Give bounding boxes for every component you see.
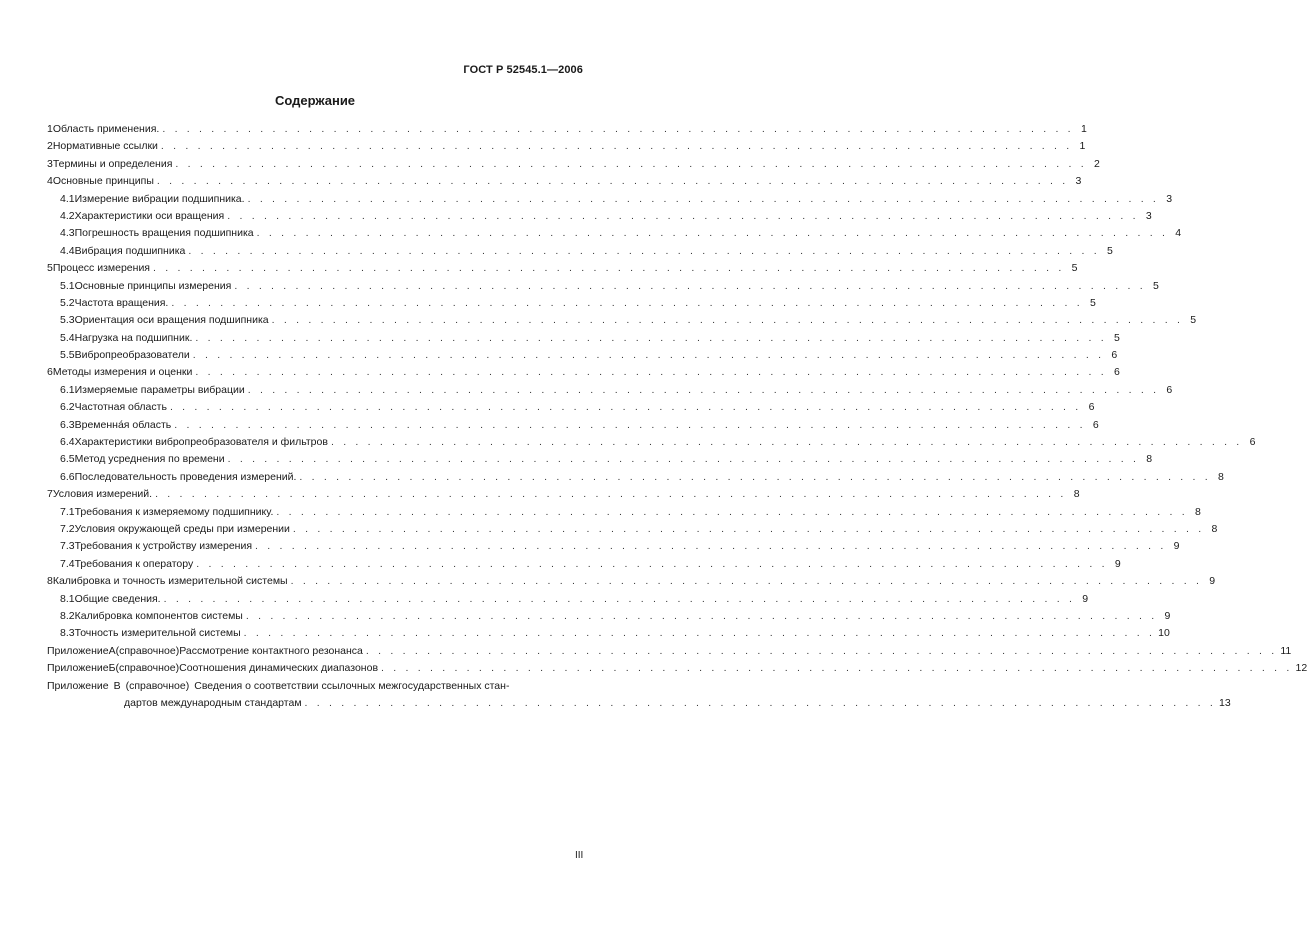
dot-leader: . . . . . . . . . . . . . . . . . . . . . . . . . . . . . . . . . . . . . . . . . . . . . . . . . . . . . . . . . . . . . . . . . . . . . . . . . . . bbox=[227, 209, 1139, 222]
toc-entry-label: Вибропреобразователи bbox=[74, 349, 190, 362]
toc-entry-number: 5.1 bbox=[60, 279, 75, 292]
toc-entry-number: 6.1 bbox=[60, 383, 75, 396]
toc-entry-page: 9 bbox=[1082, 592, 1089, 605]
toc-entry-label: Требования к оператору bbox=[74, 557, 194, 570]
toc-entry-label: Погрешность вращения подшипника bbox=[74, 227, 254, 240]
toc-entry-number: 6.4 bbox=[60, 436, 75, 449]
toc-entry-page: 6 bbox=[1166, 383, 1173, 396]
toc-entry-label: Нормативные ссылки bbox=[52, 140, 158, 153]
dot-leader: . . . . . . . . . . . . . . . . . . . . . . . . . . . . . . . . . . . . . . . . . . . . . . . . . . . . . . . . . . . . . . . . . . . . . . . . . . . bbox=[234, 279, 1146, 292]
dot-leader: . . . . . . . . . . . . . . . . . . . . . . . . . . . . . . . . . . . . . . . . . . . . . . . . . . . . . . . . . . . . . . . . . . . . . . . . . . . bbox=[247, 383, 1160, 396]
appendix-title-continued: дартов международным стандартам bbox=[124, 696, 302, 709]
toc-entry[interactable] bbox=[47, 173, 1082, 190]
toc-entry[interactable] bbox=[47, 260, 1078, 277]
toc-appendix-entry[interactable] bbox=[47, 643, 1292, 660]
toc-entry-page: 3 bbox=[1075, 175, 1082, 188]
appendix-title: Сведения о соответствии ссылочных межгосударственных стан- bbox=[194, 679, 510, 692]
toc-entry-page: 9 bbox=[1173, 540, 1180, 553]
toc-entry-label: Вибрация подшипника bbox=[74, 244, 186, 257]
toc-entry[interactable] bbox=[47, 399, 1095, 416]
dot-leader: . . . . . . . . . . . . . . . . . . . . . . . . . . . . . . . . . . . . . . . . . . . . . . . . . . . . . . . . . . . . . . . . . . . . . . . . . . . bbox=[299, 470, 1211, 483]
dot-leader: . . . . . . . . . . . . . . . . . . . . . . . . . . . . . . . . . . . . . . . . . . . . . . . . . . . . . . . . . . . . . . . . . . . . . . . . . . . bbox=[365, 644, 1278, 657]
toc-title: Содержание bbox=[274, 93, 356, 108]
toc-entry[interactable] bbox=[47, 121, 1087, 138]
document-id: ГОСТ Р 52545.1—2006 bbox=[463, 64, 583, 76]
toc-entry-number: 4.1 bbox=[60, 192, 75, 205]
toc-entry-number: 7 bbox=[47, 488, 53, 501]
appendix-page: 13 bbox=[1219, 696, 1231, 709]
toc-entry-number: 8 bbox=[47, 575, 53, 588]
toc-entry[interactable] bbox=[47, 364, 1120, 381]
dot-leader: . . . . . . . . . . . . . . . . . . . . . . . . . . . . . . . . . . . . . . . . . . . . . . . . . . . . . . . . . . . . . . . . . . . . . . . . . . . bbox=[255, 540, 1167, 553]
toc-entry-label: Последовательность проведения измерений. bbox=[74, 470, 297, 483]
toc-entry-label: Термины и определения bbox=[52, 157, 173, 170]
dot-leader: . . . . . . . . . . . . . . . . . . . . . . . . . . . . . . . . . . . . . . . . . . . . . . . . . . . . . . . . . . . . . . . . . . . . . . . . . . . bbox=[290, 575, 1203, 588]
toc-entry-label: Условия измерений. bbox=[52, 488, 153, 501]
toc-entry[interactable] bbox=[47, 434, 1256, 451]
toc-entry-label: Основные принципы измерения bbox=[74, 279, 232, 292]
dot-leader: . . . . . . . . . . . . . . . . . . . . . . . . . . . . . . . . . . . . . . . . . . . . . . . . . . . . . . . . . . . . . . . . . . . . . . . . . . . bbox=[175, 157, 1087, 170]
toc-entry-label: Измерение вибрации подшипника. bbox=[74, 192, 245, 205]
dot-leader: . . . . . . . . . . . . . . . . . . . . . . . . . . . . . . . . . . . . . . . . . . . . . . . . . . . . . . . . . . . . . . . . . . . . . . . . . . . bbox=[153, 262, 1065, 275]
appendix-page: 12 bbox=[1295, 662, 1307, 675]
appendix-prefix: Приложение bbox=[47, 662, 109, 675]
dot-leader: . . . . . . . . . . . . . . . . . . . . . . . . . . . . . . . . . . . . . . . . . . . . . . . . . . . . . . . . . . . . . . . . . . . . . . . . . . . bbox=[196, 557, 1108, 570]
appendix-type: (справочное) bbox=[115, 662, 180, 675]
toc-entry-number: 7.4 bbox=[60, 557, 75, 570]
toc-appendix-entry[interactable] bbox=[47, 660, 1307, 677]
dot-leader: . . . . . . . . . . . . . . . . . . . . . . . . . . . . . . . . . . . . . . . . . . . . . . . . . . . . . . . . . . . . . . . . . . . . . . . . . . . bbox=[292, 522, 1205, 535]
dot-leader: . . . . . . . . . . . . . . . . . . . . . . . . . . . . . . . . . . . . . . . . . . . . . . . . . . . . . . . . . . . . . . . . . . . . . . . . . . . bbox=[195, 366, 1107, 379]
toc-entry-page: 8 bbox=[1218, 470, 1224, 483]
toc-entry[interactable] bbox=[47, 138, 1086, 155]
toc-entry-number: 6.5 bbox=[60, 453, 75, 466]
dot-leader: . . . . . . . . . . . . . . . . . . . . . . . . . . . . . . . . . . . . . . . . . . . . . . . . . . . . . . . . . . . . . . . . . . . . . . . . . . . bbox=[247, 192, 1160, 205]
dot-leader: . . . . . . . . . . . . . . . . . . . . . . . . . . . . . . . . . . . . . . . . . . . . . . . . . . . . . . . . . . . . . . . . . . . . . . . . . . . bbox=[174, 418, 1086, 431]
dot-leader: . . . . . . . . . . . . . . . . . . . . . . . . . . . . . . . . . . . . . . . . . . . . . . . . . . . . . . . . . . . . . . . . . . . . . . . . . . . bbox=[171, 296, 1083, 309]
toc-entry[interactable] bbox=[47, 469, 1224, 486]
toc-entry-page: 8 bbox=[1073, 488, 1080, 501]
dot-leader: . . . . . . . . . . . . . . . . . . . . . . . . . . . . . . . . . . . . . . . . . . . . . . . . . . . . . . . . . . . . . . . . . . . . . . . . . . . bbox=[276, 505, 1188, 518]
toc-entry[interactable] bbox=[47, 591, 1089, 608]
toc-entry-page: 3 bbox=[1145, 209, 1152, 222]
dot-leader: . . . . . . . . . . . . . . . . . . . . . . . . . . . . . . . . . . . . . . . . . . . . . . . . . . . . . . . . . . . . . . . . . . . . . . . . . . . bbox=[330, 436, 1243, 449]
toc-entry-label: Ориентация оси вращения подшипника bbox=[74, 314, 269, 327]
toc-entry-number: 5.5 bbox=[60, 349, 75, 362]
toc-entry-page: 5 bbox=[1089, 296, 1096, 309]
toc-entry-page: 9 bbox=[1164, 609, 1171, 622]
toc-entry-page: 2 bbox=[1094, 157, 1100, 170]
toc-appendix-entry-continued[interactable] bbox=[47, 695, 1231, 712]
toc-entry[interactable] bbox=[47, 573, 1216, 590]
toc-entry-page: 5 bbox=[1152, 279, 1159, 292]
toc-entry[interactable] bbox=[47, 312, 1197, 329]
toc-entry-number: 6.6 bbox=[60, 470, 75, 483]
toc-entry[interactable] bbox=[47, 208, 1152, 225]
toc-entry-label: Калибровка компонентов системы bbox=[74, 609, 243, 622]
toc-appendix-entry[interactable] bbox=[47, 678, 582, 695]
toc-entry[interactable] bbox=[47, 382, 1173, 399]
toc-entry-number: 4.4 bbox=[60, 244, 75, 257]
toc-entry[interactable] bbox=[47, 417, 1099, 434]
toc-entry[interactable] bbox=[47, 347, 1118, 364]
toc-entry-label: Характеристики вибропреобразователя и фильтров bbox=[74, 436, 328, 449]
toc-entry-label: Методы измерения и оценки bbox=[52, 366, 193, 379]
toc-entry-label: Область применения. bbox=[52, 123, 160, 135]
appendix-prefix: Приложение bbox=[47, 644, 109, 657]
toc-entry-label: Точность измерительной системы bbox=[74, 627, 241, 640]
toc-entry[interactable] bbox=[47, 608, 1171, 625]
toc-entry[interactable] bbox=[47, 504, 1201, 521]
toc-entry-page: 1 bbox=[1079, 140, 1086, 153]
toc-entry-number: 7.2 bbox=[60, 522, 75, 535]
toc-entry[interactable] bbox=[47, 191, 1173, 208]
toc-entry-number: 5 bbox=[47, 262, 53, 275]
toc-entry-number: 6.3 bbox=[60, 418, 75, 431]
dot-leader: . . . . . . . . . . . . . . . . . . . . . . . . . . . . . . . . . . . . . . . . . . . . . . . . . . . . . . . . . . . . . . . . . . . . . . . . . . . bbox=[243, 627, 1156, 640]
toc-entry-page: 9 bbox=[1209, 575, 1216, 588]
toc-entry-page: 3 bbox=[1166, 192, 1173, 205]
toc-entry[interactable] bbox=[47, 625, 1170, 642]
toc-entry-label: Временна́я область bbox=[74, 418, 172, 431]
appendix-title: Соотношения динамических диапазонов bbox=[179, 662, 379, 675]
toc-entry-number: 5.4 bbox=[60, 331, 75, 344]
toc-entry-label: Калибровка и точность измерительной системы bbox=[52, 575, 288, 588]
toc-entry-number: 8.1 bbox=[60, 592, 75, 605]
toc-entry[interactable] bbox=[47, 156, 1100, 173]
toc-entry-number: 4.3 bbox=[60, 227, 75, 240]
toc-entry-page: 8 bbox=[1211, 522, 1218, 535]
appendix-type: (справочное) bbox=[125, 679, 190, 692]
toc-entry[interactable] bbox=[47, 278, 1159, 295]
toc-entry-label: Общие сведения. bbox=[74, 592, 161, 605]
toc-entry-page: 6 bbox=[1249, 436, 1256, 449]
appendix-page: 11 bbox=[1280, 644, 1292, 657]
toc-entry-page: 8 bbox=[1146, 453, 1153, 466]
appendix-prefix: Приложение bbox=[47, 679, 109, 692]
toc-entry-number: 1 bbox=[47, 123, 53, 135]
toc-entry-number: 8.2 bbox=[60, 609, 75, 622]
appendix-title: Рассмотрение контактного резонанса bbox=[179, 644, 363, 657]
table-of-contents bbox=[47, 121, 1307, 712]
toc-entry-label: Характеристики оси вращения bbox=[74, 209, 225, 222]
toc-entry-number: 7.3 bbox=[60, 540, 75, 553]
toc-entry-number: 6.2 bbox=[60, 401, 75, 414]
toc-entry-label: Основные принципы bbox=[52, 175, 154, 188]
toc-entry[interactable] bbox=[47, 538, 1180, 555]
toc-entry[interactable] bbox=[47, 451, 1153, 468]
toc-entry[interactable] bbox=[47, 295, 1096, 312]
toc-entry-label: Требования к устройству измерения bbox=[74, 540, 253, 553]
toc-entry-page: 6 bbox=[1092, 418, 1099, 431]
dot-leader: . . . . . . . . . . . . . . . . . . . . . . . . . . . . . . . . . . . . . . . . . . . . . . . . . . . . . . . . . . . . . . . . . . . . . . . . . . . bbox=[304, 696, 1217, 709]
dot-leader: . . . . . . . . . . . . . . . . . . . . . . . . . . . . . . . . . . . . . . . . . . . . . . . . . . . . . . . . . . . . . . . . . . . . . . . . . . . bbox=[192, 349, 1105, 362]
toc-entry[interactable] bbox=[47, 225, 1182, 242]
toc-entry-label: Измеряемые параметры вибрации bbox=[74, 383, 245, 396]
toc-entry-label: Процесс измерения bbox=[52, 262, 150, 275]
toc-entry[interactable] bbox=[47, 521, 1218, 538]
toc-entry-page: 6 bbox=[1114, 366, 1120, 379]
toc-entry-label: Нагрузка на подшипник. bbox=[74, 331, 193, 344]
toc-entry-number: 4 bbox=[47, 175, 53, 188]
toc-entry-number: 4.2 bbox=[60, 209, 75, 222]
toc-entry-number: 6 bbox=[47, 366, 53, 379]
toc-entry-page: 8 bbox=[1195, 505, 1201, 518]
page-number: III bbox=[575, 850, 584, 861]
dot-leader: . . . . . . . . . . . . . . . . . . . . . . . . . . . . . . . . . . . . . . . . . . . . . . . . . . . . . . . . . . . . . . . . . . . . . . . . . . . bbox=[160, 140, 1073, 153]
appendix-letter: А bbox=[108, 644, 116, 657]
toc-entry-page: 5 bbox=[1071, 262, 1078, 275]
toc-entry-label: Метод усреднения по времени bbox=[74, 453, 225, 466]
toc-entry[interactable] bbox=[47, 330, 1120, 347]
dot-leader: . . . . . . . . . . . . . . . . . . . . . . . . . . . . . . . . . . . . . . . . . . . . . . . . . . . . . . . . . . . . . . . . . . . . . . . . . . . bbox=[245, 609, 1158, 622]
toc-entry-page: 5 bbox=[1113, 331, 1120, 344]
toc-entry-page: 5 bbox=[1107, 244, 1113, 257]
toc-entry-page: 1 bbox=[1080, 123, 1087, 135]
toc-entry-page: 6 bbox=[1111, 349, 1118, 362]
appendix-letter: Б bbox=[108, 662, 116, 675]
toc-entry-number: 3 bbox=[47, 157, 53, 170]
dot-leader: . . . . . . . . . . . . . . . . . . . . . . . . . . . . . . . . . . . . . . . . . . . . . . . . . . . . . . . . . . . . . . . . . . . . . . . . . . . bbox=[169, 401, 1082, 414]
toc-entry[interactable] bbox=[47, 486, 1080, 503]
toc-entry-number: 5.3 bbox=[60, 314, 75, 327]
dot-leader: . . . . . . . . . . . . . . . . . . . . . . . . . . . . . . . . . . . . . . . . . . . . . . . . . . . . . . . . . . . . . . . . . . . . . . . . . . . bbox=[156, 175, 1069, 188]
dot-leader: . . . . . . . . . . . . . . . . . . . . . . . . . . . . . . . . . . . . . . . . . . . . . . . . . . . . . . . . . . . . . . . . . . . . . . . . . . . bbox=[271, 314, 1184, 327]
dot-leader: . . . . . . . . . . . . . . . . . . . . . . . . . . . . . . . . . . . . . . . . . . . . . . . . . . . . . . . . . . . . . . . . . . . . . . . . . . . bbox=[162, 123, 1074, 135]
dot-leader: . . . . . . . . . . . . . . . . . . . . . . . . . . . . . . . . . . . . . . . . . . . . . . . . . . . . . . . . . . . . . . . . . . . . . . . . . . . bbox=[195, 331, 1107, 344]
dot-leader: . . . . . . . . . . . . . . . . . . . . . . . . . . . . . . . . . . . . . . . . . . . . . . . . . . . . . . . . . . . . . . . . . . . . . . . . . . . bbox=[155, 488, 1067, 501]
toc-entry[interactable] bbox=[47, 556, 1121, 573]
toc-entry[interactable] bbox=[47, 243, 1113, 260]
toc-entry-label: Частота вращения. bbox=[74, 296, 169, 309]
dot-leader: . . . . . . . . . . . . . . . . . . . . . . . . . . . . . . . . . . . . . . . . . . . . . . . . . . . . . . . . . . . . . . . . . . . . . . . . . . . bbox=[227, 453, 1140, 466]
toc-entry-number: 7.1 bbox=[60, 505, 75, 518]
toc-entry-label: Частотная область bbox=[74, 401, 167, 414]
toc-entry-label: Условия окружающей среды при измерении bbox=[74, 522, 290, 535]
appendix-type: (справочное) bbox=[115, 644, 180, 657]
dot-leader: . . . . . . . . . . . . . . . . . . . . . . . . . . . . . . . . . . . . . . . . . . . . . . . . . . . . . . . . . . . . . . . . . . . . . . . . . . . bbox=[163, 592, 1076, 605]
toc-entry-page: 5 bbox=[1190, 314, 1197, 327]
toc-entry-page: 6 bbox=[1088, 401, 1095, 414]
toc-entry-page: 10 bbox=[1158, 627, 1170, 640]
toc-entry-number: 8.3 bbox=[60, 627, 75, 640]
toc-entry-page: 9 bbox=[1114, 557, 1121, 570]
toc-entry-number: 5.2 bbox=[60, 296, 75, 309]
toc-entry-page: 4 bbox=[1175, 227, 1182, 240]
toc-entry-number: 2 bbox=[47, 140, 53, 153]
dot-leader: . . . . . . . . . . . . . . . . . . . . . . . . . . . . . . . . . . . . . . . . . . . . . . . . . . . . . . . . . . . . . . . . . . . . . . . . . . . bbox=[256, 227, 1169, 240]
appendix-letter: В bbox=[113, 679, 121, 692]
dot-leader: . . . . . . . . . . . . . . . . . . . . . . . . . . . . . . . . . . . . . . . . . . . . . . . . . . . . . . . . . . . . . . . . . . . . . . . . . . . bbox=[188, 244, 1100, 257]
toc-entry-label: Требования к измеряемому подшипнику. bbox=[74, 505, 274, 518]
dot-leader: . . . . . . . . . . . . . . . . . . . . . . . . . . . . . . . . . . . . . . . . . . . . . . . . . . . . . . . . . . . . . . . . . . . . . . . . . . . bbox=[381, 662, 1293, 675]
